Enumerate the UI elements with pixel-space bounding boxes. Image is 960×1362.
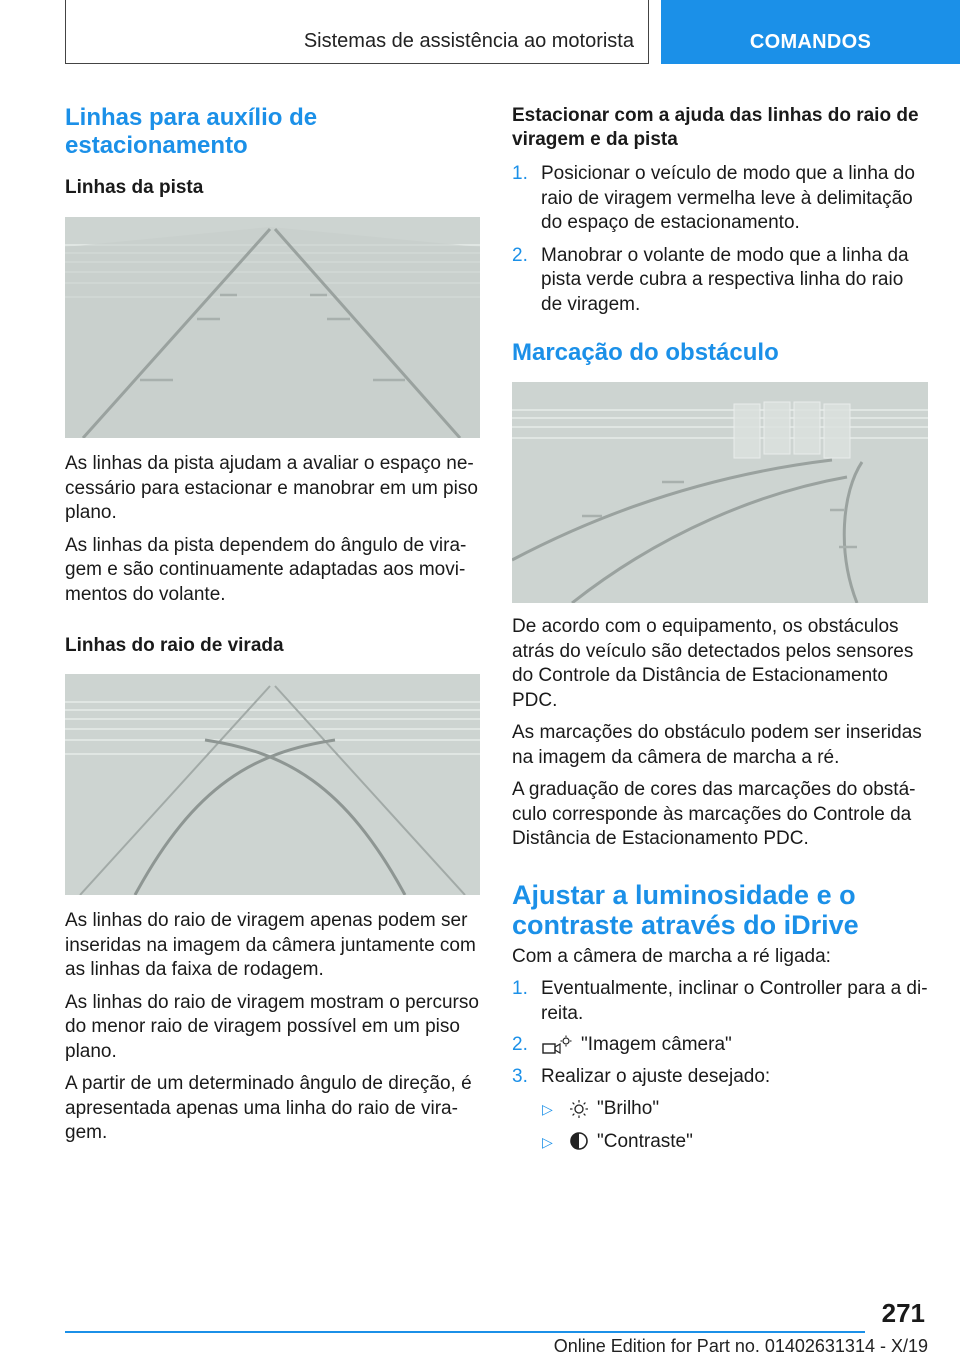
section-title-brightness-contrast: Ajustar a luminosidade e o contraste através do iDrive [512,879,859,940]
header-chapter-title: COMANDOS [749,31,872,53]
left-column [65,104,480,1146]
header-chapter-tab [661,0,960,64]
step-number: 1. [512,163,528,184]
paragraph-obstacle-3: A graduação de cores das marcações do obstá-culo corresponde às marcações do Controle da Distância de Estacionamento PDC. [512,779,916,849]
section-title-obstacle-marking: Marcação do obstáculo [512,339,779,366]
step-number: 2. [512,1034,528,1055]
brightness-icon [569,1099,589,1119]
list-item [512,162,928,236]
subheading-turning-radius-lines: Linhas do raio de virada [65,635,284,656]
paragraph-turning-radius-1: As linhas do raio de viragem apenas podem ser inseridas na imagem da câmera juntamente com as linhas da faixa de rodagem. [65,910,476,980]
list-item [512,1033,928,1058]
paragraph-track-lines-1: As linhas da pista ajudam a avaliar o espaço ne-cessário para estacionar e manobrar em um piso plano. [65,453,478,523]
footer-edition: Online Edition for Part no. 01402631314 - X/19 [553,1336,928,1356]
step-text: "Imagem câmera" [581,1034,732,1055]
right-column [512,104,928,1154]
step-number: 3. [512,1065,528,1087]
paragraph-intro: Com a câmera de marcha a ré ligada: [512,945,831,967]
paragraph-obstacle-2: As marcações do obstáculo podem ser inseridas na imagem da câmera de marcha a ré. [512,722,922,768]
bullet: ▷ [542,1133,553,1150]
section-title-parking-lines: Linhas para auxílio de estacionamento [65,104,318,159]
subheading-parking-with-lines: Estacionar com a ajuda das linhas do raio de viragem e da pista [512,105,919,150]
steps-parking-list [512,162,928,317]
subheading-track-lines: Linhas da pista [65,177,204,198]
paragraph-turning-radius-3: A partir de um determinado ângulo de direção, é apresentada apenas uma linha do raio de vira-gem. [65,1073,472,1143]
obstacle-marking-figure [512,382,928,603]
step-text: Manobrar o volante de modo que a linha da pista verde cubra a respectiva linha do raio de viragem. [541,244,909,315]
turning-radius-figure [65,674,480,895]
option-brightness: "Brilho" [597,1098,660,1119]
list-item [512,1065,928,1090]
list-item [512,977,928,1026]
paragraph-turning-radius-2: As linhas do raio de viragem mostram o percurso do menor raio de viragem possível em um piso plano. [65,991,479,1062]
step-text: Eventualmente, inclinar o Controller para a di-reita. [541,978,928,1024]
list-item [512,1097,928,1122]
header-section-title: Sistemas de assistência ao motorista [303,30,634,52]
step-number: 2. [512,244,528,266]
list-item [512,244,928,318]
option-contrast: "Contraste" [597,1130,693,1152]
step-number: 1. [512,978,528,999]
footer-divider [65,1331,865,1333]
camera-settings-icon [541,1035,573,1055]
header-section-box [65,0,649,64]
page-number: 271 [881,1298,925,1328]
step-text: Realizar o ajuste desejado: [541,1065,771,1087]
contrast-icon [569,1131,589,1151]
bullet: ▷ [542,1101,553,1117]
steps-idrive-list [512,977,928,1089]
list-item [512,1130,928,1155]
step-text: Posicionar o veículo de modo que a linha do raio de viragem vermelha leve à delimitação do espaço de estacionamento. [541,163,915,233]
paragraph-track-lines-2: As linhas da pista dependem do ângulo de vira-gem e são continuamente adaptadas aos movi-mentos do volante. [65,534,467,605]
paragraph-obstacle-1: De acordo com o equipamento, os obstáculos atrás do veículo são detectados pelos sensores do Controle da Distância de Estacionamento PDC. [512,616,914,711]
track-lines-figure [65,217,480,438]
